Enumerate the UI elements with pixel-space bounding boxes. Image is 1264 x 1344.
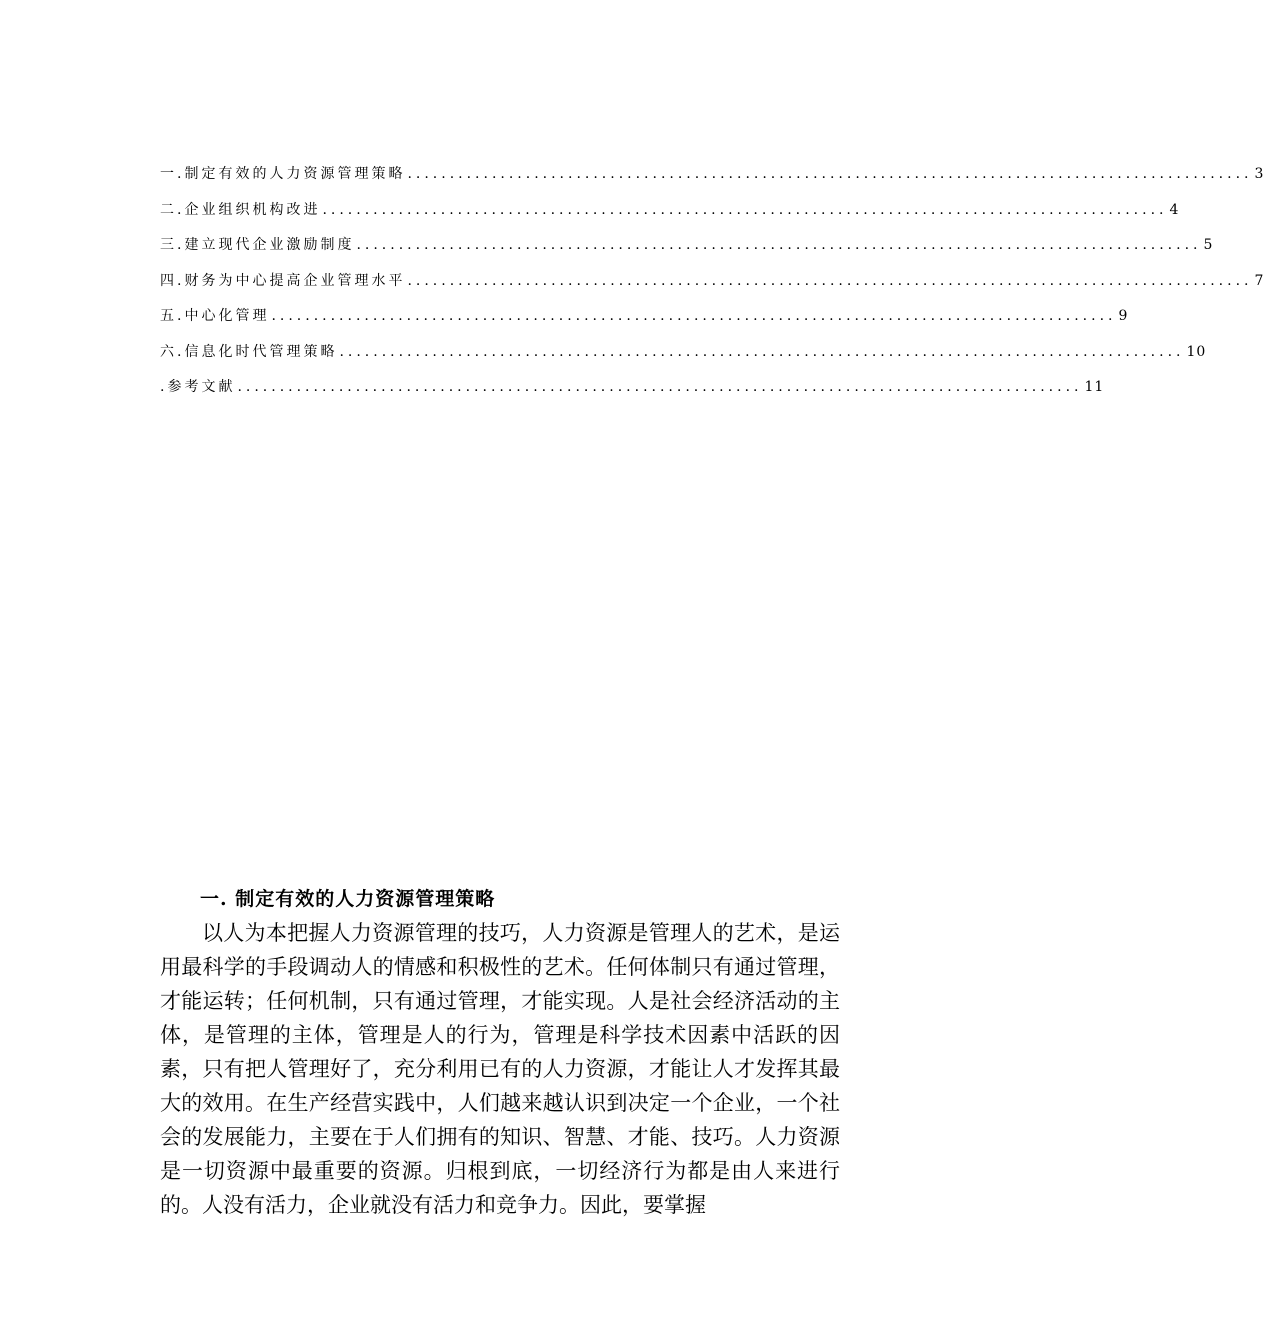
toc-entry-page: 4 — [1169, 201, 1180, 218]
toc-entry-title: 企业组织机构改进 — [184, 201, 321, 218]
toc-leader-dots: .................................................................................................... — [322, 201, 1168, 218]
toc-entry[interactable] — [160, 234, 1214, 270]
toc-entry-title: 财务为中心提高企业管理水平 — [184, 272, 406, 289]
toc-entry[interactable] — [160, 270, 1264, 306]
toc-leader-dots: .................................................................................................... — [339, 343, 1185, 360]
toc-entry-number: 六. — [160, 343, 185, 360]
toc-entry-title: 信息化时代管理策略 — [184, 343, 338, 360]
toc-entry[interactable] — [160, 376, 1105, 412]
toc-leader-dots: .................................................................................................... — [407, 272, 1253, 289]
toc-entry-number: 一. — [160, 166, 185, 182]
toc-entry[interactable] — [160, 199, 1180, 235]
toc-entry-number: 二. — [160, 201, 185, 218]
toc-leader-dots: .................................................................................................... — [407, 166, 1253, 182]
table-of-contents — [160, 163, 1264, 412]
toc-leader-dots: .................................................................................................... — [271, 308, 1117, 324]
toc-entry-title: 制定有效的人力资源管理策略 — [184, 166, 406, 182]
section-heading: 一. 制定有效的人力资源管理策略 — [200, 888, 496, 910]
toc-entry-number: 五. — [160, 308, 185, 324]
toc-leader-dots: .................................................................................................... — [237, 379, 1083, 395]
toc-entry-number: . — [160, 379, 168, 395]
toc-entry[interactable] — [160, 305, 1129, 341]
toc-entry-page: 10 — [1186, 343, 1207, 360]
toc-leader-dots: .................................................................................................... — [356, 237, 1202, 253]
toc-entry[interactable] — [160, 163, 1264, 199]
toc-entry-title: 建立现代企业激励制度 — [184, 237, 355, 253]
toc-entry-page: 3 — [1254, 166, 1264, 182]
toc-entry-page: 5 — [1203, 237, 1214, 253]
toc-entry-page: 11 — [1084, 379, 1105, 395]
toc-entry-number: 三. — [160, 237, 185, 253]
toc-entry-title: 参考文献 — [167, 379, 236, 395]
toc-entry-number: 四. — [160, 272, 185, 289]
toc-entry-page: 7 — [1254, 272, 1264, 289]
toc-entry[interactable] — [160, 341, 1207, 377]
body-paragraph: 以人为本把握人力资源管理的技巧，人力资源是管理人的艺术，是运用最科学的手段调动人的情感和积极性的艺术。任何体制只有通过管理，才能运转；任何机制，只有通过管理，才能实现。人是社会经济活动的主体，是管理的主体，管理是人的行为，管理是科学技术因素中活跃的因素，只有把人管理好了，充分利用已有的人力资源，才能让人才发挥其最大的效用。在生产经营实践中，人们越来越认识到决定一个企业，一个社会的发展能力，主要在于人们拥有的知识、智慧、才能、技巧。人力资源是一切资源中最重要的资源。归根到底，一切经济行为都是由人来进行的。人没有活力，企业就没有活力和竞争力。因此，要掌握 — [160, 921, 840, 1217]
toc-entry-page: 9 — [1118, 308, 1129, 324]
toc-entry-title: 中心化管理 — [184, 308, 270, 324]
